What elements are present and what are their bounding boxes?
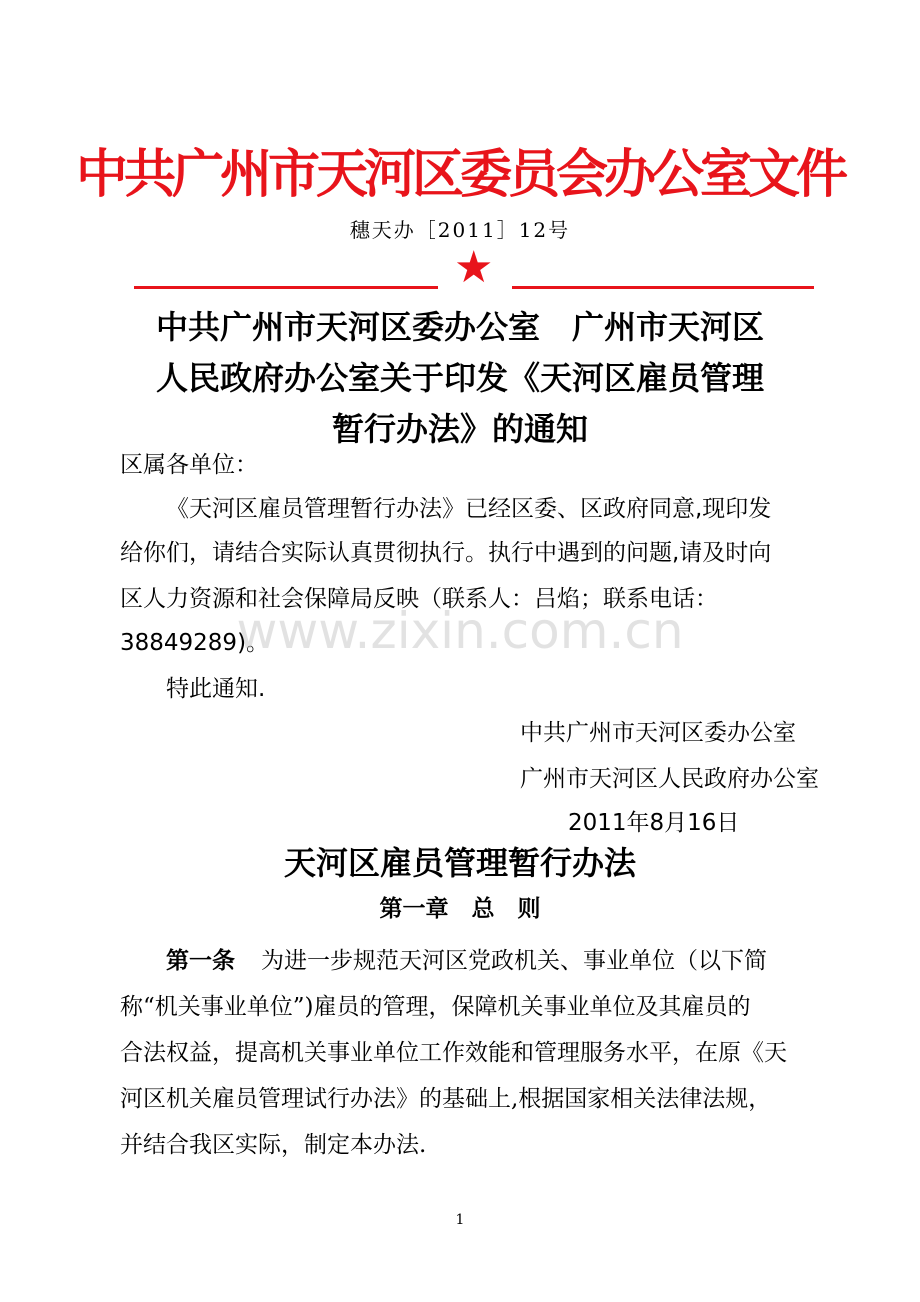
body-line: 区人力资源和社会保障局反映（联系人：吕焰；联系电话： [120, 586, 718, 612]
chapter-heading: 第一章 总 则 [379, 896, 541, 922]
document-header-title: 中共广州市天河区委员会办公室文件 [75, 144, 844, 205]
signature-government-office: 广州市天河区人民政府办公室 [520, 766, 819, 792]
article-line: 合法权益，提高机关事业单位工作效能和管理服务水平，在原《天 [120, 1040, 787, 1066]
notice-title-line: 人民政府办公室关于印发《天河区雇员管理 [155, 359, 764, 397]
body-line: 给你们，请结合实际认真贯彻执行。执行中遇到的问题,请及时向 [120, 540, 772, 566]
body-line: 《天河区雇员管理暂行办法》已经区委、区政府同意,现印发 [166, 496, 772, 522]
red-divider-left [134, 286, 438, 289]
red-star-icon: ★ [454, 242, 494, 293]
article-line: 河区机关雇员管理试行办法》的基础上,根据国家相关法律法规， [120, 1086, 772, 1112]
salutation: 区属各单位： [120, 452, 258, 478]
article-line: 称“机关事业单位”)雇员的管理，保障机关事业单位及其雇员的 [120, 994, 751, 1020]
notice-title-line: 中共广州市天河区委办公室 广州市天河区 [155, 308, 764, 346]
regulation-title: 天河区雇员管理暂行办法 [283, 844, 636, 882]
closing-text: 特此通知. [166, 676, 266, 702]
article-label: 第一条 [166, 948, 235, 974]
article-line: 并结合我区实际，制定本办法. [120, 1132, 427, 1158]
notice-title [0, 302, 920, 455]
article-text: 为进一步规范天河区党政机关、事业单位（以下简 [261, 948, 767, 974]
article-first-line [166, 942, 767, 975]
notice-title-line: 暂行办法》的通知 [331, 410, 588, 448]
signature-party-office: 中共广州市天河区委办公室 [520, 720, 796, 746]
page-number: 1 [455, 1212, 465, 1228]
body-line: 38849289)。 [120, 630, 270, 656]
watermark: www.zixin.com.cn [236, 602, 684, 660]
document-number: 穗天办［2011］12号 [349, 218, 571, 242]
signature-date: 2011年8月16日 [568, 810, 740, 836]
red-divider-right [512, 286, 814, 289]
